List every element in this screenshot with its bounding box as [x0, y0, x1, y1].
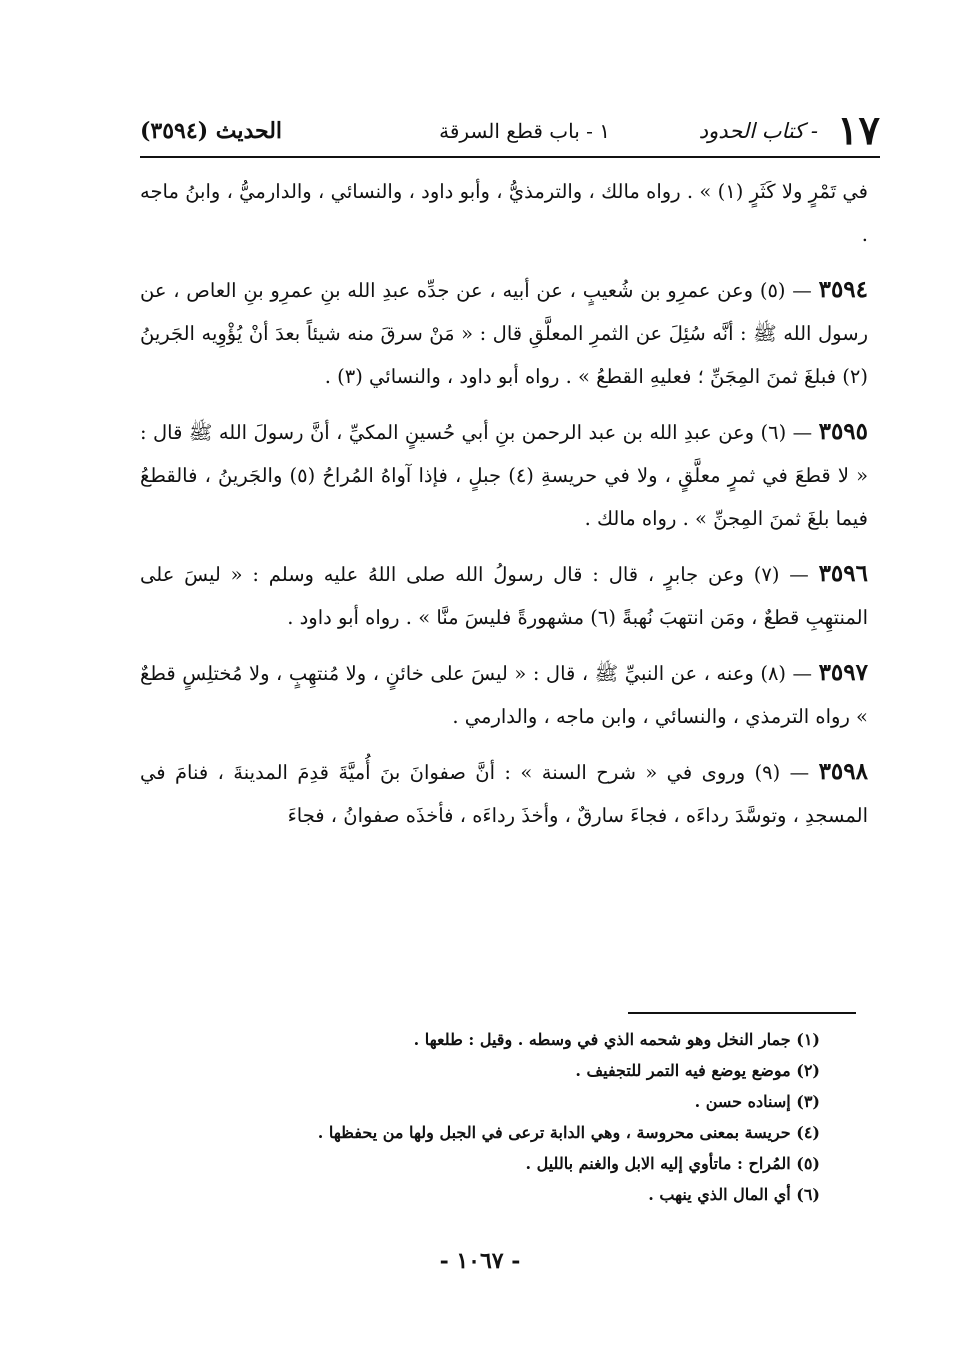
hadith-number: ٣٥٩٦ — [818, 560, 868, 587]
paragraph-text: — (٧) وعن جابرٍ ، قال : قال رسولُ الله صلى اللهُ عليه وسلم : « ليسَ على المنتهِبِ قطعٌ ، ومَن انتهبَ نُهبةً (٦) مشهورةً فليسَ منَّا » . رواه أبو داود . — [140, 563, 868, 629]
paragraph — [140, 170, 868, 256]
footnote: (٥) المُراح : ماتأوي إليه الابل والغنم بالليل . — [525, 1154, 820, 1173]
hadith-number: ٣٥٩٨ — [818, 758, 868, 785]
hadith-paragraph — [140, 750, 868, 837]
hadith-number: ٣٥٩٤ — [818, 276, 869, 303]
footnote: (١) جمار النخل وهو شحمه الذي في وسطه . وقيل : طلعها . — [413, 1030, 820, 1049]
footnote-divider — [628, 1012, 856, 1014]
footnote: (٣) إسناده حسن . — [694, 1092, 820, 1111]
paragraph-text: — (٦) وعن عبدِ الله بن عبد الرحمن بنِ أبي حُسينٍ المكيِّ ، أنَّ رسولَ الله ﷺ قال : « لا قطعَ في ثمرٍ معلَّقٍ ، ولا في حريسةِ (٤) جبلٍ ، فإذا آواهُ المُراحُ (٥) والجَرينُ ، فالقطعُ فيما بلغَ ثمنَ المِجنِّ » . رواه مالك . — [140, 421, 868, 530]
paragraph-text: — (٨) وعنه ، عن النبيِّ ﷺ ، قال : « ليسَ على خائنٍ ، ولا مُنتهِبٍ ، ولا مُختلِسٍ قطعٌ » رواه الترمذي ، والنسائي ، وابن ماجه ، والدارمي . — [140, 662, 868, 728]
main-text — [140, 170, 868, 849]
hadith-range: الحديث (٣٥٩٤) — [140, 118, 283, 144]
chapter-title: ١ - باب قطع السرقة — [439, 119, 610, 143]
paragraph-text: — (٥) وعن عمرِو بن شُعيبٍ ، عن أبيه ، عن جدِّه عبدِ الله بنِ عمرِو بنِ العاص ، عن رسول الله ﷺ : أنَّه سُئِلَ عن الثمرِ المعلَّقِ قال : « مَنْ سرقَ منه شيئاً بعدَ أنْ يُؤْوِيه الجَرينُ (٢) فبلغَ ثمنَ المِجَنِّ ؛ فعليهِ القطعُ » . رواه أبو داود ، والنسائي (٣) . — [140, 279, 868, 388]
paragraph-text: — (٩) وروى في « شرح السنة » : أنَّ صفوانَ بنَ أُميَّةَ قدِمَ المدينةَ ، فنامَ في المسجدِ ، وتوسَّدَ رداءَه ، فجاءَ سارقٌ ، وأخذَ رداءَه ، فأخذَه صفوانُ ، فجاءَ — [140, 761, 868, 827]
book-title: - كتاب الحدود — [698, 119, 818, 143]
paragraph-text: في تَمْرٍ ولا كَثَرٍ (١) » . رواه مالك ، والترمذيُّ ، وأبو داود ، والنسائي ، والدارميُّ ، وابنُ ماجه . — [140, 180, 868, 246]
footnote: (٤) حريسة بمعنى محروسة ، وهي الدابة ترعى في الجبل ولها من يحفظها . — [317, 1123, 820, 1142]
header-divider — [140, 156, 880, 158]
hadith-paragraph — [140, 268, 868, 398]
hadith-paragraph — [140, 651, 868, 738]
hadith-paragraph — [140, 410, 868, 540]
page-header — [140, 106, 880, 156]
hadith-number: ٣٥٩٧ — [818, 659, 868, 686]
hadith-paragraph — [140, 552, 868, 639]
footnote: (٢) موضع يوضع فيه التمر للتجفيف . — [575, 1061, 820, 1080]
footnote: (٦) أي المال الذي ينهب . — [648, 1185, 820, 1204]
book-number: ١٧ — [837, 107, 880, 154]
footnotes — [280, 1024, 820, 1210]
hadith-number: ٣٥٩٥ — [818, 418, 869, 445]
page-number: - ١٠٦٧ - — [439, 1248, 521, 1274]
